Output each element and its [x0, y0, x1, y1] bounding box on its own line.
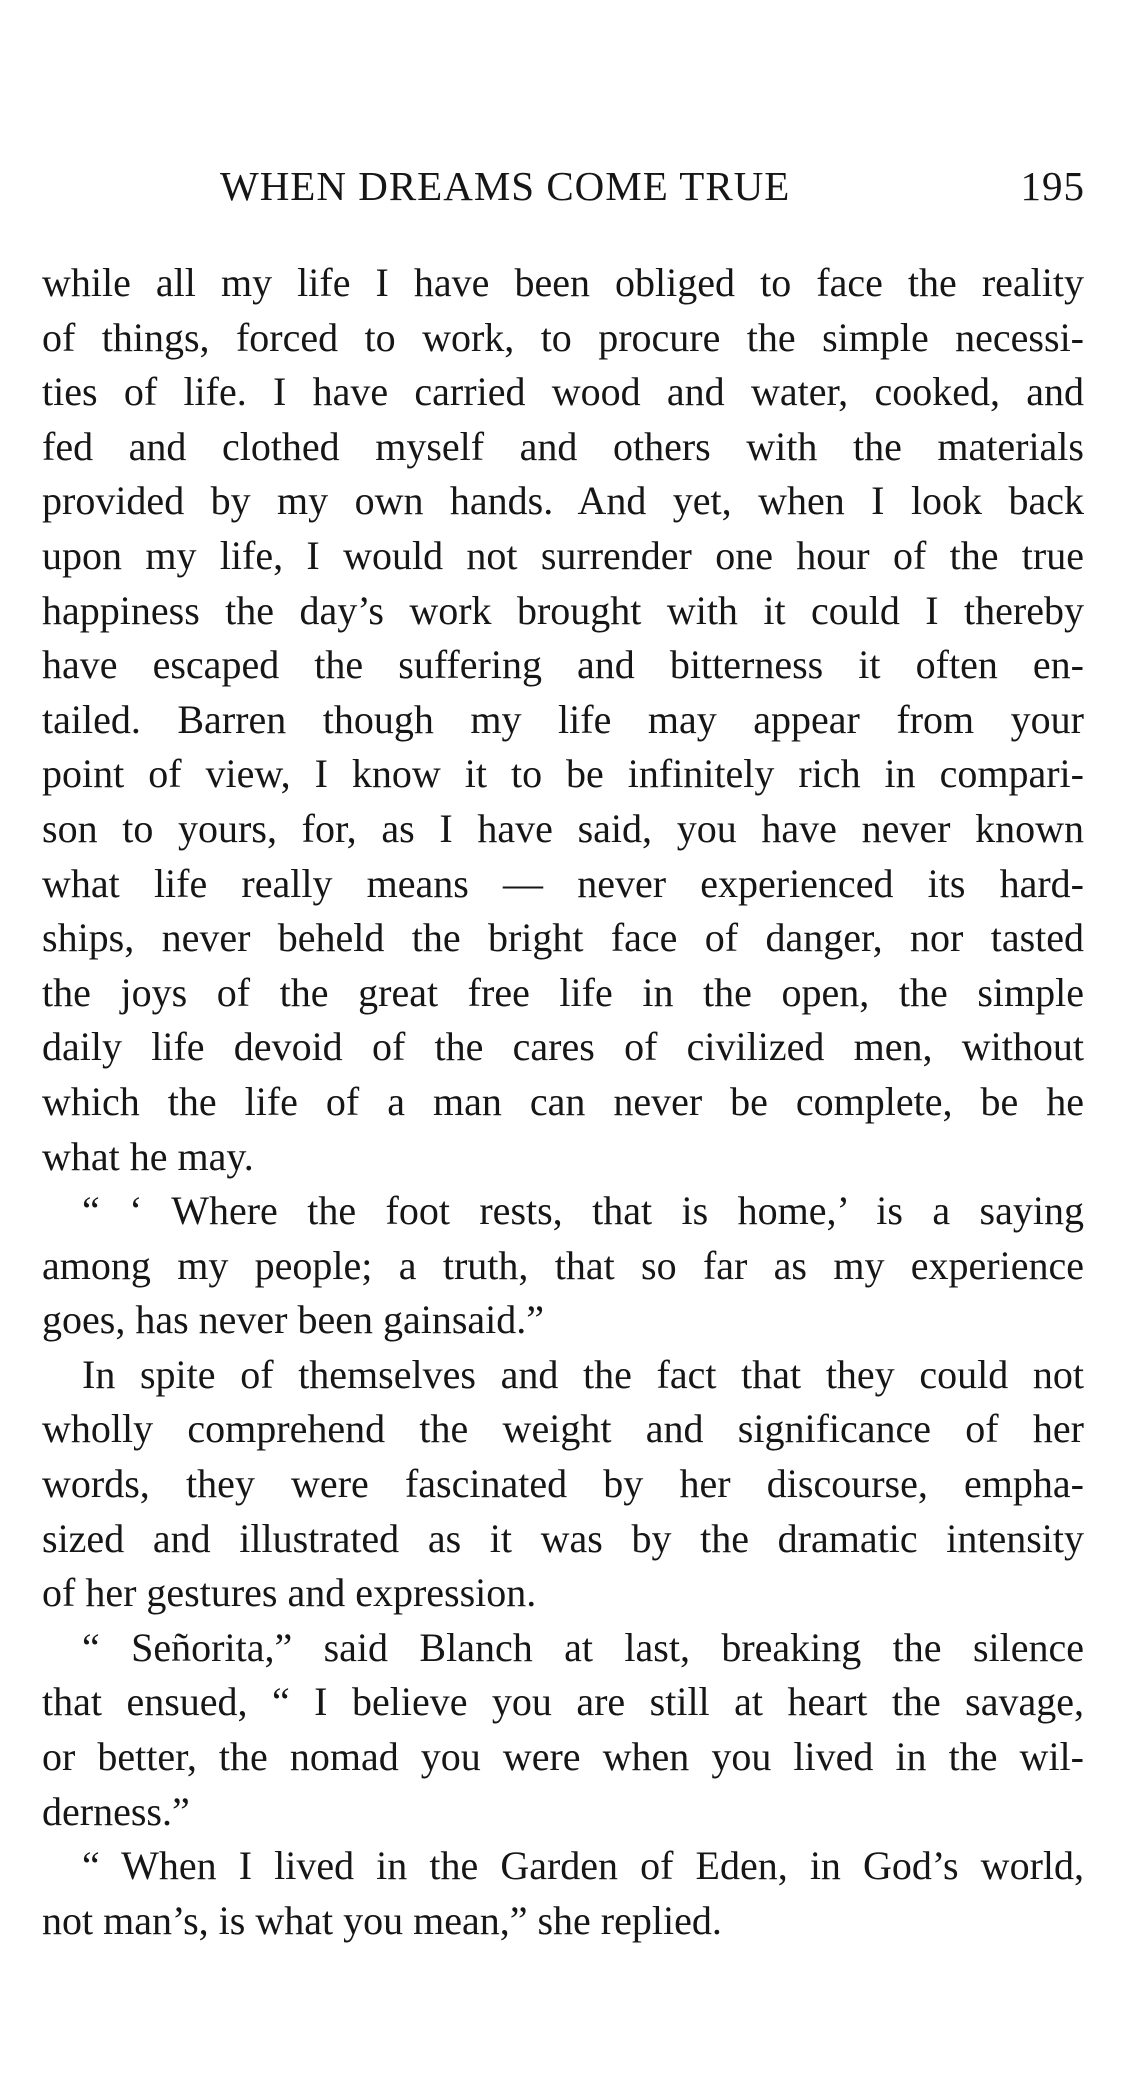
text-line: ties of life. I have carried wood and water, cooked, and: [42, 369, 1084, 415]
body-text: [42, 256, 1084, 1948]
running-title: WHEN DREAMS COME TRUE: [220, 163, 791, 209]
text-line: “ When I lived in the Garden of Eden, in God’s world,: [82, 1843, 1084, 1889]
text-line: son to yours, for, as I have said, you have never known: [42, 805, 1084, 851]
text-line: words, they were fascinated by her discourse, empha-: [42, 1461, 1084, 1507]
text-line: have escaped the suffering and bitterness it often en-: [42, 642, 1084, 688]
text-line: of her gestures and expression.: [42, 1570, 537, 1616]
text-line: point of view, I know it to be infinitely rich in compari-: [42, 751, 1084, 797]
text-line: sized and illustrated as it was by the dramatic intensity: [42, 1515, 1084, 1561]
text-line: derness.”: [42, 1788, 190, 1834]
text-line: the joys of the great free life in the open, the simple: [42, 969, 1084, 1015]
running-head: [220, 160, 1085, 212]
text-line: daily life devoid of the cares of civilized men, without: [42, 1024, 1084, 1070]
text-line: what he may.: [42, 1133, 254, 1179]
text-line: tailed. Barren though my life may appear from your: [42, 696, 1084, 742]
text-line: wholly comprehend the weight and significance of her: [42, 1406, 1084, 1452]
text-line: among my people; a truth, that so far as my experience: [42, 1242, 1084, 1288]
text-line: “ ‘ Where the foot rests, that is home,’ is a saying: [82, 1188, 1084, 1234]
text-line: fed and clothed myself and others with the materials: [42, 423, 1084, 469]
text-line: of things, forced to work, to procure the simple necessi-: [42, 314, 1084, 360]
text-line: provided by my own hands. And yet, when I look back: [42, 478, 1084, 524]
text-line: happiness the day’s work brought with it could I thereby: [42, 587, 1084, 633]
text-line: that ensued, “ I believe you are still at heart the savage,: [42, 1679, 1084, 1725]
text-line: not man’s, is what you mean,” she replied.: [42, 1897, 722, 1943]
text-line: In spite of themselves and the fact that they could not: [82, 1351, 1084, 1397]
page-number: 195: [1020, 163, 1085, 209]
text-line: ships, never beheld the bright face of danger, nor tasted: [42, 915, 1084, 961]
text-line: goes, has never been gainsaid.”: [42, 1297, 545, 1343]
text-line: upon my life, I would not surrender one hour of the true: [42, 532, 1084, 578]
text-line: or better, the nomad you were when you lived in the wil-: [42, 1734, 1084, 1780]
text-line: “ Señorita,” said Blanch at last, breaking the silence: [82, 1624, 1084, 1670]
text-line: while all my life I have been obliged to face the reality: [42, 260, 1084, 305]
text-line: which the life of a man can never be complete, be he: [42, 1078, 1084, 1124]
text-line: what life really means — never experienced its hard-: [42, 860, 1084, 906]
